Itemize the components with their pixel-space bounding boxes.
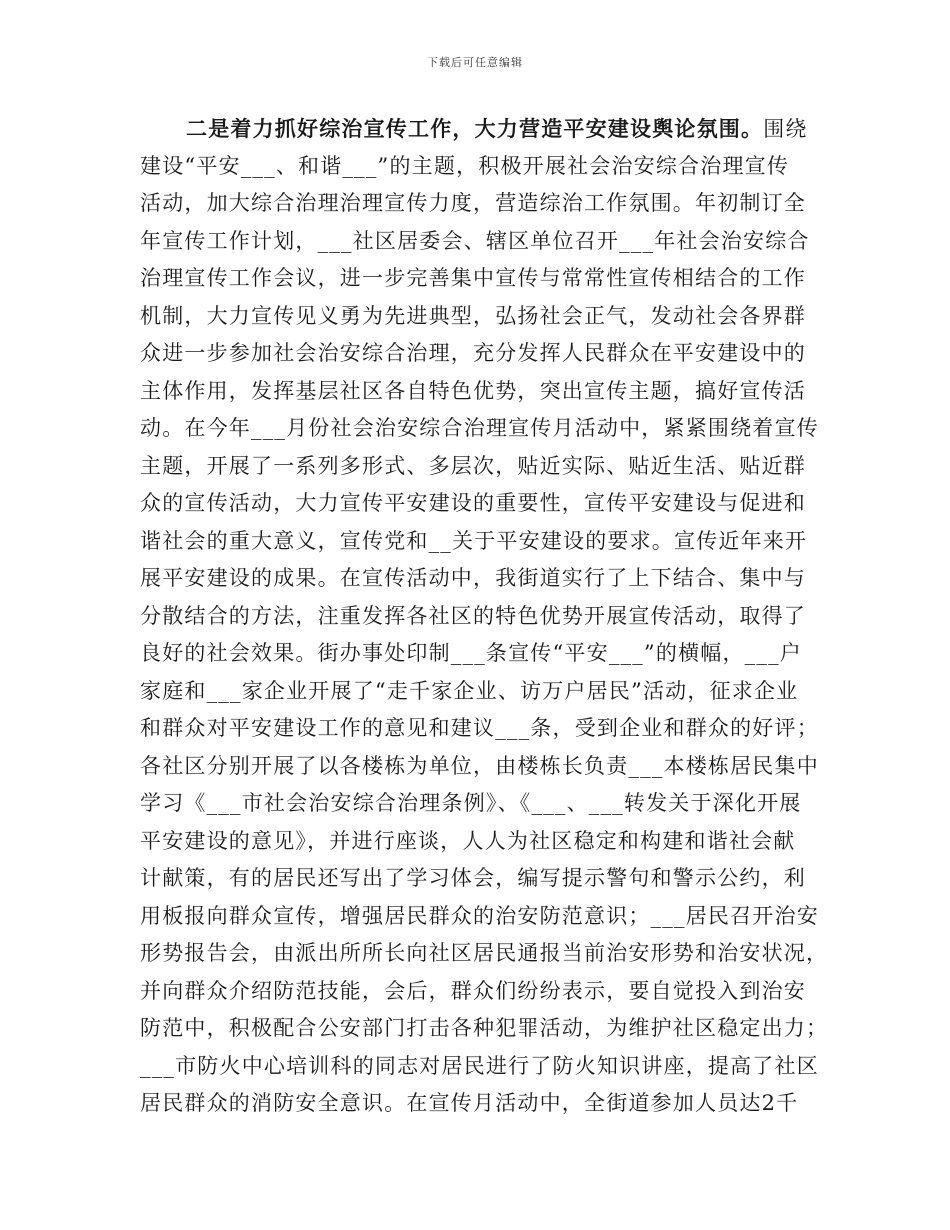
text-line: 平安建设的意见》，并进行座谈，人人为社区稳定和构建和谐社会献 xyxy=(140,828,796,853)
text-line: 治理宣传工作会议，进一步完善集中宣传与常常性宣传相结合的工作 xyxy=(140,266,806,290)
text-line: 主题，开展了一系列多形式、多层次，贴近实际、贴近生活、贴近群 xyxy=(140,453,806,478)
text-line: 学习《___市社会治安综合治理条例》、《___、___转发关于深化开展 xyxy=(140,791,802,815)
text-line: 并向群众介绍防范技能，会后，群众们纷纷表示，要自觉投入到治安 xyxy=(140,978,806,1003)
text-line: 形势报告会，由派出所所长向社区居民通报当前治安形势和治安状况， xyxy=(140,941,829,965)
text-line: 众进一步参加社会治安综合治理，充分发挥人民群众在平安建设中的 xyxy=(140,341,806,365)
text-line: 良好的社会效果。街办事处印制___条宣传“平安___”的横幅，___户 xyxy=(140,641,802,665)
text-line: 分散结合的方法，注重发挥各社区的特色优势开展宣传活动，取得了 xyxy=(140,603,806,628)
text-line: 防范中，积极配合公安部门打击各种犯罪活动，为维护社区稳定出力； xyxy=(140,1016,829,1040)
text-line: 用板报向群众宣传，增强居民群众的治安防范意识；___居民召开治安 xyxy=(140,903,819,928)
text-line: ___市防火中心培训科的同志对居民进行了防火知识讲座，提高了社区 xyxy=(140,1053,819,1078)
text-line: 各社区分别开展了以各楼栋为单位，由楼栋长负责___本楼栋居民集中 xyxy=(140,753,819,778)
text-line: 动。在今年___月份社会治安综合治理宣传月活动中，紧紧围绕着宣传 xyxy=(140,416,819,440)
text-line: 和群众对平安建设工作的意见和建议___条，受到企业和群众的好评； xyxy=(140,716,819,740)
text-line: 谐社会的重大意义，宣传党和__关于平安建设的要求。宣传近年来开 xyxy=(140,528,808,553)
text-line: 建设“平安___、和谐___”的主题，积极开展社会治安综合治理宣传 xyxy=(140,153,790,178)
text-line: 活动，加大综合治理治理宣传力度，营造综治工作氛围。年初制订全 xyxy=(140,191,806,215)
text-line: 主体作用，发挥基层社区各自特色优势，突出宣传主题，搞好宣传活 xyxy=(140,378,806,403)
document-body xyxy=(140,110,829,1123)
text-line: 家庭和___家企业开展了“走千家企业、访万户居民”活动，征求企业 xyxy=(140,678,799,703)
text-line: 机制，大力宣传见义勇为先进典型，弘扬社会正气，发动社会各界群 xyxy=(140,303,806,328)
paragraph-first-line xyxy=(140,110,816,148)
page-header-note: 下载后可任意编辑 xyxy=(427,56,523,69)
text-line: 计献策，有的居民还写出了学习体会，编写提示警句和警示公约，利 xyxy=(140,866,806,890)
paragraph-lead-text: 围绕 xyxy=(763,117,808,141)
text-line: 居民群众的消防安全意识。在宣传月活动中，全街道参加人员达2千 xyxy=(140,1091,799,1115)
text-line: 展平安建设的成果。在宣传活动中，我街道实行了上下结合、集中与 xyxy=(140,566,806,590)
paragraph-lead-heading: 二是着力抓好综治宣传工作，大力营造平安建设舆论氛围。 xyxy=(186,116,764,141)
text-line: 年宣传工作计划，___社区居委会、辖区单位召开___年社会治安综合 xyxy=(140,228,810,253)
text-line: 众的宣传活动，大力宣传平安建设的重要性，宣传平安建设与促进和 xyxy=(140,491,806,515)
